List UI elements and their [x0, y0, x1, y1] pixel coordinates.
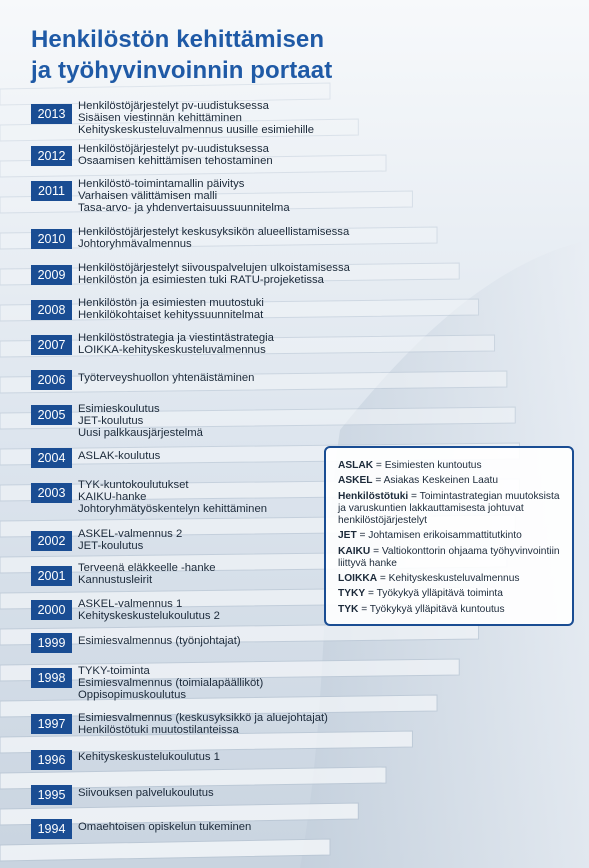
- year-badge: 1994: [31, 819, 72, 839]
- year-badge: 2009: [31, 265, 72, 285]
- legend-item: [338, 604, 562, 616]
- page-title-line-2: ja työhyvinvoinnin portaat: [31, 57, 333, 84]
- milestone-text: [78, 479, 267, 516]
- milestone-line: JET-koulutus: [78, 415, 144, 428]
- milestone-text: [78, 372, 254, 384]
- milestone-text: [78, 598, 220, 622]
- milestone-line: Esimieskoulutus: [78, 403, 160, 415]
- milestone-line: Henkilöstöstrategia ja viestintästrategia: [78, 332, 274, 344]
- milestone-line: ASLAK-koulutus: [78, 450, 161, 462]
- year-badge: 2008: [31, 300, 72, 320]
- milestone-text: [78, 751, 220, 763]
- legend-abbreviation: LOIKKA: [338, 572, 378, 584]
- legend-definition: = Johtamisen erikoisammattitutkinto: [356, 530, 522, 542]
- milestone-line: Siivouksen palvelukoulutus: [78, 787, 214, 799]
- milestone-line: Esimiesvalmennus (keskusyksikkö ja aluejohtajat): [78, 712, 328, 724]
- milestone-line: Henkilöstötuki muutostilanteissa: [78, 724, 239, 737]
- legend-definition: = Valtiokonttorin ohjaama työhyvinvointiin liittyvä hanke: [338, 545, 560, 569]
- milestone-line: Johtoryhmätyöskentelyn kehittäminen: [78, 503, 268, 516]
- milestone-text: [78, 226, 349, 250]
- legend-item: [338, 530, 562, 542]
- legend-item: [338, 573, 562, 585]
- legend-definition: = Esimiesten kuntoutus: [373, 460, 482, 471]
- milestone-text: [78, 787, 214, 799]
- legend-definition: = Työkykyä ylläpitävä kuntoutus: [358, 603, 505, 615]
- milestone-line: LOIKKA-kehityskeskusteluvalmennus: [78, 344, 266, 357]
- year-badge: 1997: [31, 714, 72, 734]
- year-badge: 1998: [31, 668, 72, 688]
- milestone-line: ASKEL-valmennus 1: [78, 598, 183, 610]
- milestone-line: Henkilöstön ja esimiesten tuki RATU-projeketissa: [78, 274, 324, 287]
- milestone-line: Henkilöstöjärjestelyt keskusyksikön alueellistamisessa: [78, 226, 350, 238]
- milestone-text: [78, 332, 274, 356]
- milestone-line: Esimiesvalmennus (toimialapäälliköt): [78, 677, 264, 690]
- milestone-text: [78, 821, 251, 833]
- milestone-line: Kehityskeskustelukoulutus 1: [78, 751, 220, 763]
- milestone-line: TYK-kuntokoulutukset: [78, 479, 189, 491]
- year-badge: 2000: [31, 600, 72, 620]
- milestone-line: Terveenä eläkkeelle -hanke: [78, 562, 216, 574]
- legend-definition: = Työkykyä ylläpitävä toiminta: [365, 588, 503, 600]
- page-title-line-1: Henkilöstön kehittämisen: [31, 26, 325, 53]
- milestone-text: [78, 297, 264, 321]
- year-badge: 1996: [31, 750, 72, 770]
- milestone-line: Työterveyshuollon yhtenäistäminen: [78, 372, 255, 384]
- milestone-line: Osaamisen kehittämisen tehostaminen: [78, 155, 273, 168]
- year-badge: 2001: [31, 566, 72, 586]
- milestone-text: [78, 178, 290, 215]
- milestone-line: Henkilöstöjärjestelyt pv-uudistuksessa: [78, 143, 269, 155]
- year-badge: 1999: [31, 633, 72, 653]
- year-badge: 2013: [31, 104, 72, 124]
- milestone-line: Oppisopimuskoulutus: [78, 689, 187, 702]
- page-title: [31, 24, 332, 86]
- milestone-line: Kehityskeskusteluvalmennus uusille esimiehille: [78, 124, 315, 137]
- legend-abbreviation: ASKEL: [338, 475, 373, 487]
- milestone-line: Varhaisen välittämisen malli: [78, 190, 218, 203]
- milestone-line: Henkilökohtaiset kehityssuunnitelmat: [78, 309, 264, 322]
- year-badge: 2002: [31, 531, 72, 551]
- milestone-line: Henkilöstö-toimintamallin päivitys: [78, 178, 245, 190]
- milestone-text: [78, 143, 273, 167]
- year-badge: 2011: [31, 181, 72, 201]
- legend-definition: = Toimintastrategian muutoksista ja varuskuntien lakkauttamisesta johtuvat henkilöstöjärjestelyt: [338, 490, 560, 526]
- milestone-line: Omaehtoisen opiskelun tukeminen: [78, 821, 252, 833]
- legend-item: [338, 491, 562, 527]
- milestone-line: Tasa-arvo- ja yhdenvertaisuussuunnitelma: [78, 202, 290, 215]
- milestone-line: Henkilöstön ja esimiesten muutostuki: [78, 297, 264, 309]
- milestone-text: [78, 665, 263, 702]
- year-badge: 2003: [31, 483, 72, 503]
- milestone-line: TYKY-toiminta: [78, 665, 150, 677]
- milestone-text: [78, 712, 328, 736]
- milestone-text: [78, 262, 350, 286]
- year-badge: 2012: [31, 146, 72, 166]
- year-badge: 2004: [31, 448, 72, 468]
- milestone-line: Kehityskeskustelukoulutus 2: [78, 610, 220, 623]
- legend-abbreviation: Henkilöstötuki: [338, 490, 409, 502]
- legend-item: [338, 475, 562, 487]
- milestone-text: [78, 528, 182, 552]
- abbreviation-legend: [324, 446, 574, 626]
- milestone-line: Henkilöstöjärjestelyt pv-uudistuksessa: [78, 100, 269, 112]
- year-badge: 2007: [31, 335, 72, 355]
- legend-definition: = Kehityskeskusteluvalmennus: [377, 572, 520, 584]
- legend-abbreviation: KAIKU: [338, 545, 371, 557]
- milestone-line: Uusi palkkausjärjestelmä: [78, 427, 203, 440]
- milestone-text: [78, 450, 160, 462]
- legend-abbreviation: ASLAK: [338, 460, 374, 471]
- milestone-line: Esimiesvalmennus (työnjohtajat): [78, 635, 241, 647]
- milestone-line: Kannustusleirit: [78, 574, 153, 587]
- milestone-text: [78, 635, 241, 647]
- milestone-line: Henkilöstöjärjestelyt siivouspalvelujen ulkoistamisessa: [78, 262, 350, 274]
- milestone-text: [78, 562, 216, 586]
- milestone-text: [78, 100, 314, 137]
- milestone-line: JET-koulutus: [78, 540, 144, 553]
- milestone-line: Johtoryhmävalmennus: [78, 238, 192, 251]
- milestone-line: Sisäisen viestinnän kehittäminen: [78, 112, 242, 125]
- year-badge: 2005: [31, 405, 72, 425]
- legend-abbreviation: TYKY: [338, 588, 366, 600]
- legend-item: [338, 460, 562, 472]
- legend-item: [338, 546, 562, 570]
- legend-abbreviation: TYK: [338, 603, 359, 615]
- legend-definition: = Asiakas Keskeinen Laatu: [372, 475, 498, 487]
- year-badge: 2006: [31, 370, 72, 390]
- milestone-line: KAIKU-hanke: [78, 491, 147, 504]
- year-badge: 2010: [31, 229, 72, 249]
- milestone-text: [78, 403, 203, 440]
- legend-item: [338, 588, 562, 600]
- year-badge: 1995: [31, 785, 72, 805]
- milestone-line: ASKEL-valmennus 2: [78, 528, 183, 540]
- legend-abbreviation: JET: [338, 530, 357, 542]
